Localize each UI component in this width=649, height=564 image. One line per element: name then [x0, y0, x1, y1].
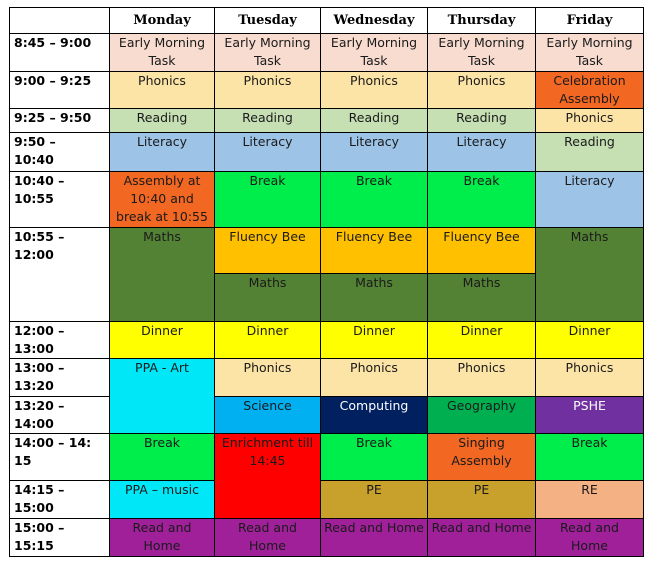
- day-header-tuesday: Tuesday: [215, 8, 321, 34]
- lesson-cell: Literacy: [321, 133, 428, 172]
- lesson-cell: Phonics: [321, 72, 428, 109]
- lesson-cell: Reading: [428, 109, 536, 133]
- time-slot: 9:00 – 9:25: [10, 72, 110, 109]
- lesson-cell: Maths: [215, 274, 321, 322]
- timetable-row: [10, 133, 644, 172]
- lesson-cell: Maths: [321, 274, 428, 322]
- day-header-monday: Monday: [110, 8, 215, 34]
- lesson-cell: Singing Assembly: [428, 434, 536, 481]
- lesson-cell: PSHE: [536, 397, 644, 434]
- lesson-cell: Break: [110, 434, 215, 481]
- lesson-cell: Early Morning Task: [110, 34, 215, 72]
- lesson-cell: Fluency Bee: [321, 228, 428, 274]
- lesson-cell: Dinner: [215, 322, 321, 359]
- lesson-cell: Phonics: [428, 72, 536, 109]
- timetable-row: [10, 34, 644, 72]
- time-slot: 14:15 – 15:00: [10, 481, 110, 519]
- time-slot: 9:25 – 9:50: [10, 109, 110, 133]
- timetable-row: [10, 172, 644, 228]
- timetable-row: [10, 519, 644, 557]
- lesson-cell: Early Morning Task: [321, 34, 428, 72]
- time-slot: 13:20 – 14:00: [10, 397, 110, 434]
- lesson-cell: Dinner: [536, 322, 644, 359]
- lesson-cell: Read and Home: [110, 519, 215, 557]
- lesson-cell: Phonics: [110, 72, 215, 109]
- lesson-cell: Break: [428, 172, 536, 228]
- lesson-cell: Phonics: [321, 359, 428, 397]
- day-header-thursday: Thursday: [428, 8, 536, 34]
- time-slot: 13:00 – 13:20: [10, 359, 110, 397]
- timetable-row: [10, 434, 644, 481]
- lesson-cell: Computing: [321, 397, 428, 434]
- timetable-row: [10, 109, 644, 133]
- lesson-cell: Phonics: [536, 109, 644, 133]
- lesson-cell: PE: [428, 481, 536, 519]
- timetable-row: [10, 481, 644, 519]
- lesson-cell: Early Morning Task: [428, 34, 536, 72]
- lesson-cell: Reading: [321, 109, 428, 133]
- timetable-row: [10, 72, 644, 109]
- lesson-cell: Break: [536, 434, 644, 481]
- time-slot: 14:00 – 14: 15: [10, 434, 110, 481]
- corner-cell: [10, 8, 110, 34]
- lesson-cell: Fluency Bee: [215, 228, 321, 274]
- lesson-cell: Break: [321, 434, 428, 481]
- lesson-cell: Assembly at 10:40 and break at 10:55: [110, 172, 215, 228]
- lesson-cell: PPA - Art: [110, 359, 215, 434]
- lesson-cell: RE: [536, 481, 644, 519]
- lesson-cell: Reading: [110, 109, 215, 133]
- lesson-cell: Science: [215, 397, 321, 434]
- lesson-cell: Read and Home: [321, 519, 428, 557]
- lesson-cell: Maths: [536, 228, 644, 322]
- time-slot: 8:45 – 9:00: [10, 34, 110, 72]
- lesson-cell: PE: [321, 481, 428, 519]
- lesson-cell: Phonics: [536, 359, 644, 397]
- lesson-cell: Break: [215, 172, 321, 228]
- lesson-cell: Phonics: [215, 72, 321, 109]
- lesson-cell: Literacy: [428, 133, 536, 172]
- lesson-cell: PPA – music: [110, 481, 215, 519]
- time-slot: 10:40 – 10:55: [10, 172, 110, 228]
- timetable-row: [10, 359, 644, 397]
- header-row: [10, 8, 644, 34]
- lesson-cell: Celebration Assembly: [536, 72, 644, 109]
- timetable-row: [10, 228, 644, 274]
- lesson-cell: Dinner: [110, 322, 215, 359]
- lesson-cell: Enrichment till 14:45: [215, 434, 321, 519]
- lesson-cell: Reading: [215, 109, 321, 133]
- lesson-cell: Maths: [110, 228, 215, 322]
- timetable-row: [10, 322, 644, 359]
- time-slot: 9:50 – 10:40: [10, 133, 110, 172]
- lesson-cell: Literacy: [110, 133, 215, 172]
- day-header-wednesday: Wednesday: [321, 8, 428, 34]
- lesson-cell: Geography: [428, 397, 536, 434]
- lesson-cell: Break: [321, 172, 428, 228]
- lesson-cell: Maths: [428, 274, 536, 322]
- lesson-cell: Read and Home: [215, 519, 321, 557]
- lesson-cell: Literacy: [536, 172, 644, 228]
- time-slot: 12:00 – 13:00: [10, 322, 110, 359]
- time-slot: 10:55 – 12:00: [10, 228, 110, 322]
- lesson-cell: Dinner: [321, 322, 428, 359]
- lesson-cell: Literacy: [215, 133, 321, 172]
- timetable: [9, 7, 644, 557]
- lesson-cell: Reading: [536, 133, 644, 172]
- lesson-cell: Dinner: [428, 322, 536, 359]
- day-header-friday: Friday: [536, 8, 644, 34]
- lesson-cell: Phonics: [428, 359, 536, 397]
- lesson-cell: Read and Home: [428, 519, 536, 557]
- lesson-cell: Early Morning Task: [215, 34, 321, 72]
- lesson-cell: Early Morning Task: [536, 34, 644, 72]
- lesson-cell: Fluency Bee: [428, 228, 536, 274]
- lesson-cell: Phonics: [215, 359, 321, 397]
- time-slot: 15:00 – 15:15: [10, 519, 110, 557]
- lesson-cell: Read and Home: [536, 519, 644, 557]
- timetable-row: [10, 397, 644, 434]
